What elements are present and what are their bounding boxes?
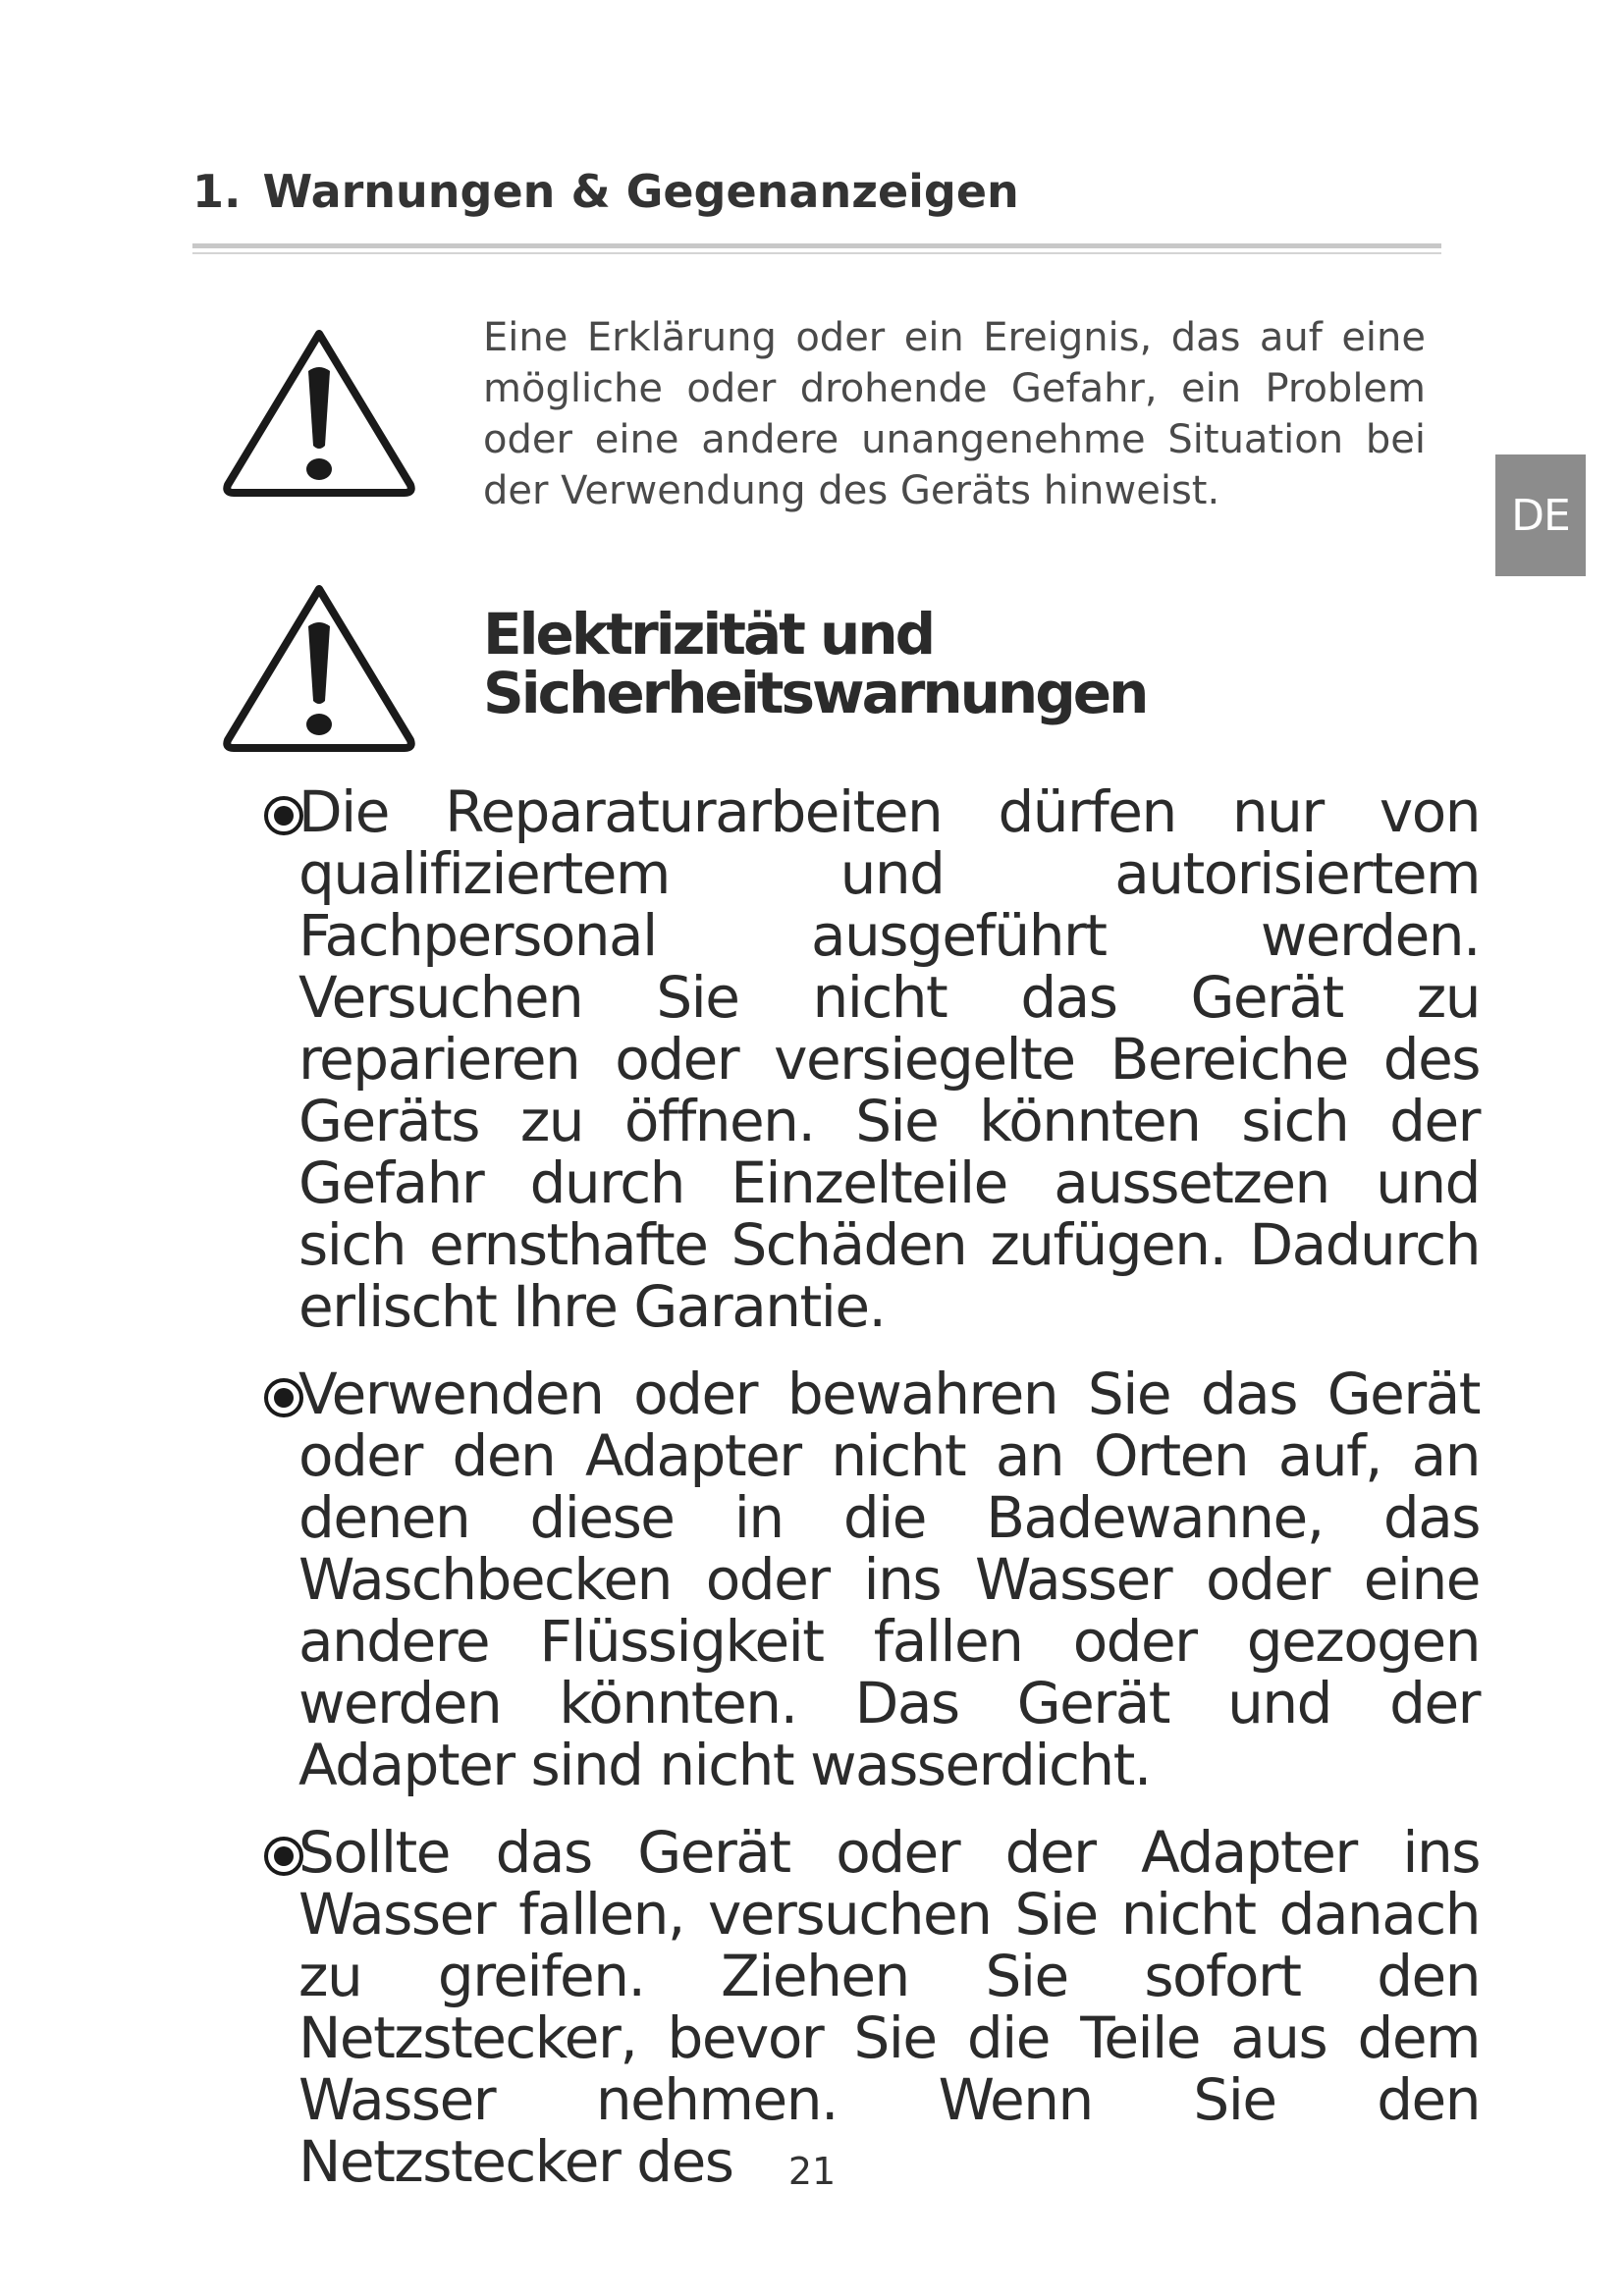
warning-triangle-icon	[218, 579, 420, 756]
section-title	[192, 165, 1019, 218]
bullet-circle-icon	[263, 1836, 304, 1877]
bullet-circle-icon	[263, 795, 304, 836]
page-number: 21	[787, 2150, 837, 2193]
language-tab: DE	[1495, 454, 1586, 576]
safety-bullet-list	[257, 778, 1480, 2218]
warning-triangle-icon	[218, 324, 420, 501]
list-item	[257, 1819, 1480, 2195]
bullet-circle-icon	[263, 1377, 304, 1418]
bullet-text: Verwenden oder bewahren Sie das Gerät oder den Adapter nicht an Orten auf, an denen diese in die Badewanne, das Waschbecken oder ins Wasser oder eine andere Flüssigkeit fallen oder gezogen werden könnten. Das Gerät und der Adapter sind nicht wasserdicht.	[298, 1361, 1480, 1798]
list-item	[257, 1363, 1480, 1796]
safety-heading-line1: Elektrizität und	[483, 601, 934, 667]
header-divider	[192, 243, 1441, 257]
list-item	[257, 778, 1480, 1340]
bullet-text: Sollte das Gerät oder der Adapter ins Wasser fallen, versuchen Sie nicht danach zu greifen. Ziehen Sie sofort den Netzstecker, bevor Sie die Teile aus dem Wasser nehmen. Wenn Sie den Netzstecker des	[298, 1819, 1480, 2195]
section-title-text: Warnungen & Gegenanzeigen	[262, 165, 1019, 218]
warning-definition-text: Eine Erklärung oder ein Ereignis, das auf eine mögliche oder drohende Gefahr, ein Problem oder eine andere unangenehme Situation bei der Verwendung des Geräts hinweist.	[483, 315, 1426, 513]
safety-heading	[483, 601, 1367, 726]
safety-heading-line2: Sicherheitswarnungen	[483, 660, 1147, 726]
section-number: 1.	[192, 165, 242, 218]
bullet-text: Die Reparaturarbeiten dürfen nur von qualifiziertem und autorisiertem Fachpersonal ausgeführt werden. Versuchen Sie nicht das Gerät zu reparieren oder versiegelte Bereiche des Geräts zu öffnen. Sie könnten sich der Gefahr durch Einzelteile aussetzen und sich ernsthafte Schäden zufügen. Dadurch erlischt Ihre Garantie.	[298, 778, 1480, 1340]
